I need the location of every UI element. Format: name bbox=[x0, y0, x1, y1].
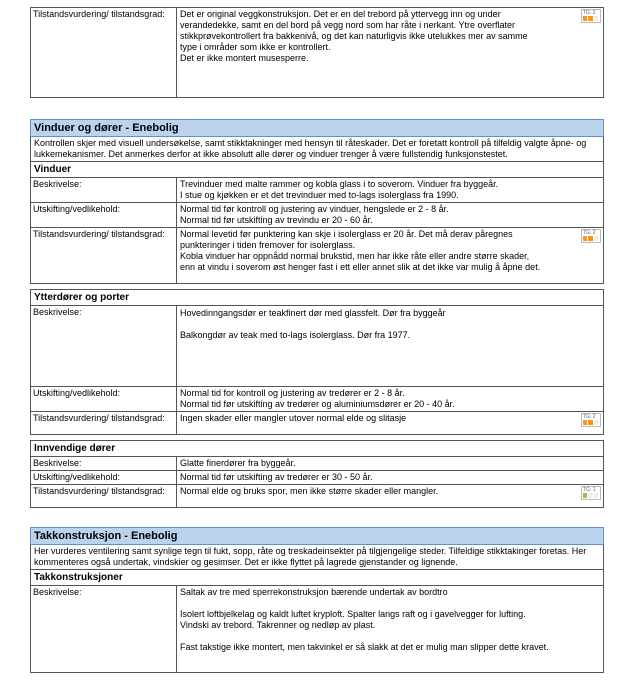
row-value bbox=[177, 457, 603, 470]
table-row bbox=[30, 228, 604, 284]
text-line: type i områder som ikke er kontrollert. bbox=[180, 42, 331, 52]
text-line: Normal elde og bruks spor, men ikke større skader eller mangler. bbox=[180, 486, 439, 496]
text-line: Det er ikke montert musesperre. bbox=[180, 53, 309, 63]
text-line: Normal levetid før punktering kan skje i isolerglass er 20 år. Det må derav påregnes bbox=[180, 229, 513, 239]
section-title: Takkonstruksjon - Enebolig bbox=[30, 527, 604, 545]
row-value bbox=[177, 8, 603, 97]
row-label: Utskifting/vedlikehold: bbox=[31, 203, 177, 227]
tg-badge bbox=[581, 486, 601, 500]
text-line: Trevinduer med malte rammer og kobla glass i to soverom. Vinduer fra byggeår. bbox=[180, 179, 499, 189]
table-row bbox=[30, 471, 604, 485]
row-value bbox=[177, 228, 603, 283]
table-row bbox=[30, 412, 604, 435]
text-line: Kobla vinduer har oppnådd normal brukstid, men har ikke råte eller andre større skader, bbox=[180, 251, 530, 261]
text-line: Glatte finerdører fra byggeår. bbox=[180, 458, 296, 468]
table-row bbox=[30, 387, 604, 412]
section-roof bbox=[30, 527, 604, 673]
table-row bbox=[30, 485, 604, 508]
row-label: Tilstandsvurdering/ tilstandsgrad: bbox=[31, 412, 177, 434]
row-value bbox=[177, 387, 603, 411]
text-line: Fast takstige ikke montert, men takvinkel er så slakk at det er mulig man slipper dette kravet. bbox=[180, 642, 549, 652]
text-line: Normal tid for kontroll og justering av tredører er 2 - 8 år. bbox=[180, 388, 405, 398]
subsection-heading: Takkonstruksjoner bbox=[30, 570, 604, 586]
text-line: Normal tid før utskifting av trevindu er 20 - 60 år. bbox=[180, 215, 373, 225]
tg-badge bbox=[581, 9, 601, 23]
tg-label: TG: 1 bbox=[583, 487, 596, 493]
row-label: Utskifting/vedlikehold: bbox=[31, 387, 177, 411]
table-row bbox=[30, 457, 604, 471]
subsection-heading: Vinduer bbox=[30, 162, 604, 178]
text-line: stikkprøvekontrollert fra bakkenivå, og det kan naturligvis ikke utelukkes mer av samme bbox=[180, 31, 528, 41]
row-label: Tilstandsvurdering/ tilstandsgrad: bbox=[31, 485, 177, 507]
row-value bbox=[177, 412, 603, 434]
row-value bbox=[177, 306, 603, 386]
text-line: punkteringer i tiden fremover for isolerglass. bbox=[180, 240, 356, 250]
text-line: Balkongdør av teak med to-lags isolerglass. Dør fra 1977. bbox=[180, 330, 411, 340]
condition-row bbox=[30, 7, 604, 98]
text-line: Normal tid før kontroll og justering av vinduer, hengslede er 2 - 8 år. bbox=[180, 204, 449, 214]
table-row bbox=[30, 306, 604, 387]
table-row bbox=[30, 586, 604, 673]
tg-label: TG: 2 bbox=[583, 10, 596, 16]
text-line: Hovedinngangsdør er teakfinert dør med glassfelt. Dør fra byggeår bbox=[180, 308, 446, 318]
text-line: Normal tid før utskifting av tredører og aluminiumsdører er 20 - 40 år. bbox=[180, 399, 455, 409]
section-windows-doors bbox=[30, 119, 604, 508]
tg-badge bbox=[581, 229, 601, 243]
row-label: Beskrivelse: bbox=[31, 306, 177, 386]
text-line: I stue og kjøkken er et det trevinduer med to-lags isolerglass fra 1990. bbox=[180, 190, 459, 200]
section-description: Kontrollen skjer med visuell undersøkelse, samt stikktakninger med hensyn til råteskader. Det er foretatt kontroll på tilfeldig valgte åpne- og lukkemekanismer. Det anmerkes derfor at ikke absolutt alle dører og vinduer trenger å være fullstendig funksjonstestet. bbox=[30, 137, 604, 162]
row-value bbox=[177, 485, 603, 507]
text-line: Vindski av trebord. Takrenner og nedløp av plast. bbox=[180, 620, 376, 630]
row-label: Beskrivelse: bbox=[31, 586, 177, 672]
wall-condition-block bbox=[30, 7, 604, 98]
text-line: Det er original veggkonstruksjon. Det er en del trebord på yttervegg inn og under bbox=[180, 9, 501, 19]
table-row bbox=[30, 203, 604, 228]
tg-label: TG: 2 bbox=[583, 414, 596, 420]
row-value bbox=[177, 586, 603, 672]
section-description: Her vurderes ventilering samt synlige tegn til fukt, sopp, råte og treskadeinsekter på tilgjengelige steder. Tilfeldige stikktakinger foretas. Her kommenteres også undertak, vindskier og gesimser. Det er ikke flyttet på lagrede gjenstander og lignende. bbox=[30, 545, 604, 570]
text-line: verandedekke, samt en del bord på vegg nord som har råte i nerkant. Ytre overflater bbox=[180, 20, 516, 30]
row-value bbox=[177, 471, 603, 484]
section-title: Vinduer og dører - Enebolig bbox=[30, 119, 604, 137]
row-value bbox=[177, 203, 603, 227]
text-line: Ingen skader eller mangler utover normal elde og slitasje bbox=[180, 413, 407, 423]
row-value bbox=[177, 178, 603, 202]
subsection-heading: Innvendige dører bbox=[30, 440, 604, 457]
row-label: Utskifting/vedlikehold: bbox=[31, 471, 177, 484]
row-label: Tilstandsvurdering/ tilstandsgrad: bbox=[31, 8, 177, 97]
row-label: Beskrivelse: bbox=[31, 178, 177, 202]
text-line: Normal tid før utskifting av tredører er 30 - 50 år. bbox=[180, 472, 373, 482]
tg-label: TG: 2 bbox=[583, 230, 596, 236]
text-line: Saltak av tre med sperrekonstruksjon bærende undertak av bordtro bbox=[180, 587, 448, 597]
text-line: Isolert loftbjelkelag og kaldt luftet kryploft. Spalter langs raft og i gavelvegger for lufting. bbox=[180, 609, 526, 619]
row-label: Tilstandsvurdering/ tilstandsgrad: bbox=[31, 228, 177, 283]
tg-badge bbox=[581, 413, 601, 427]
text-line: enn at vindu i soverom øst henger fast i ett eller annet slik at det ikke var mulig å åpne det. bbox=[180, 262, 541, 272]
table-row bbox=[30, 178, 604, 203]
subsection-heading: Ytterdører og porter bbox=[30, 289, 604, 306]
row-label: Beskrivelse: bbox=[31, 457, 177, 470]
